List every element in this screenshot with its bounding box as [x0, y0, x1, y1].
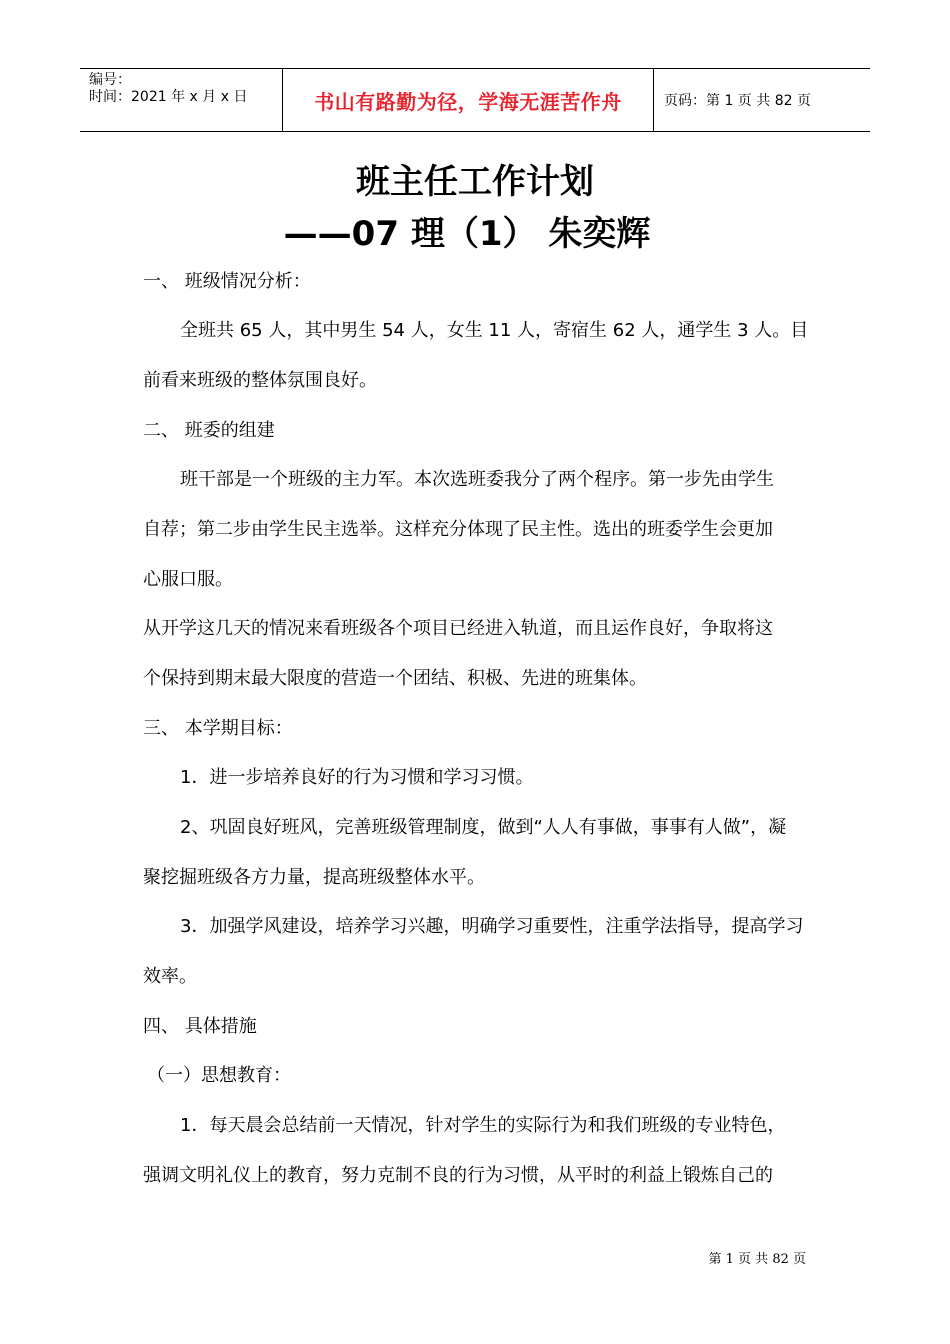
- paragraph-line: 班干部是一个班级的主力军。本次选班委我分了两个程序。第一步先由学生: [180, 469, 774, 490]
- list-item: 1．每天晨会总结前一天情况，针对学生的实际行为和我们班级的专业特色，: [180, 1115, 786, 1136]
- list-item: 1．进一步培养良好的行为习惯和学习习惯。: [180, 767, 534, 788]
- header-table: [80, 68, 870, 132]
- paragraph-line: 全班共 65 人，其中男生 54 人，女生 11 人，寄宿生 62 人，通学生 3 人。目: [180, 320, 809, 341]
- number-label: 编号：: [89, 72, 131, 88]
- header-page-info: 页码：第 1 页 共 82 页: [664, 93, 811, 109]
- section-heading-1: 一、 班级情况分析：: [143, 271, 311, 292]
- document-title: 班主任工作计划: [356, 162, 594, 202]
- section-heading-4: 四、 具体措施: [143, 1016, 257, 1037]
- paragraph-line: 个保持到期末最大限度的营造一个团结、积极、先进的班集体。: [143, 668, 647, 689]
- paragraph-line: 聚挖掘班级各方力量，提高班级整体水平。: [143, 867, 485, 888]
- header-meta: [80, 69, 282, 131]
- list-item: 3．加强学风建设，培养学习兴趣，明确学习重要性，注重学法指导，提高学习: [180, 916, 804, 937]
- section-heading-2: 二、 班委的组建: [143, 420, 275, 441]
- paragraph-line: 强调文明礼仪上的教育，努力克制不良的行为习惯，从平时的利益上锻炼自己的: [143, 1165, 773, 1186]
- document-subtitle: ——07 理（1） 朱奕辉: [283, 214, 651, 254]
- paragraph-line: 心服口服。: [143, 569, 233, 590]
- section-heading-3: 三、 本学期目标：: [143, 718, 293, 739]
- header-motto: 书山有路勤为径，学海无涯苦作舟: [282, 69, 654, 131]
- paragraph-line: 前看来班级的整体氛围良好。: [143, 370, 377, 391]
- page-footer: 第 1 页 共 82 页: [708, 1252, 806, 1267]
- date-label: 时间：2021 年 x 月 x 日: [89, 89, 248, 105]
- paragraph-line: 从开学这几天的情况来看班级各个项目已经进入轨道，而且运作良好，争取将这: [143, 618, 773, 639]
- paragraph-line: 效率。: [143, 966, 197, 987]
- subsection-heading: （一）思想教育：: [147, 1065, 291, 1086]
- list-item: 2、巩固良好班风，完善班级管理制度，做到“人人有事做，事事有人做”，凝: [180, 817, 787, 838]
- paragraph-line: 自荐；第二步由学生民主选举。这样充分体现了民主性。选出的班委学生会更加: [143, 519, 773, 540]
